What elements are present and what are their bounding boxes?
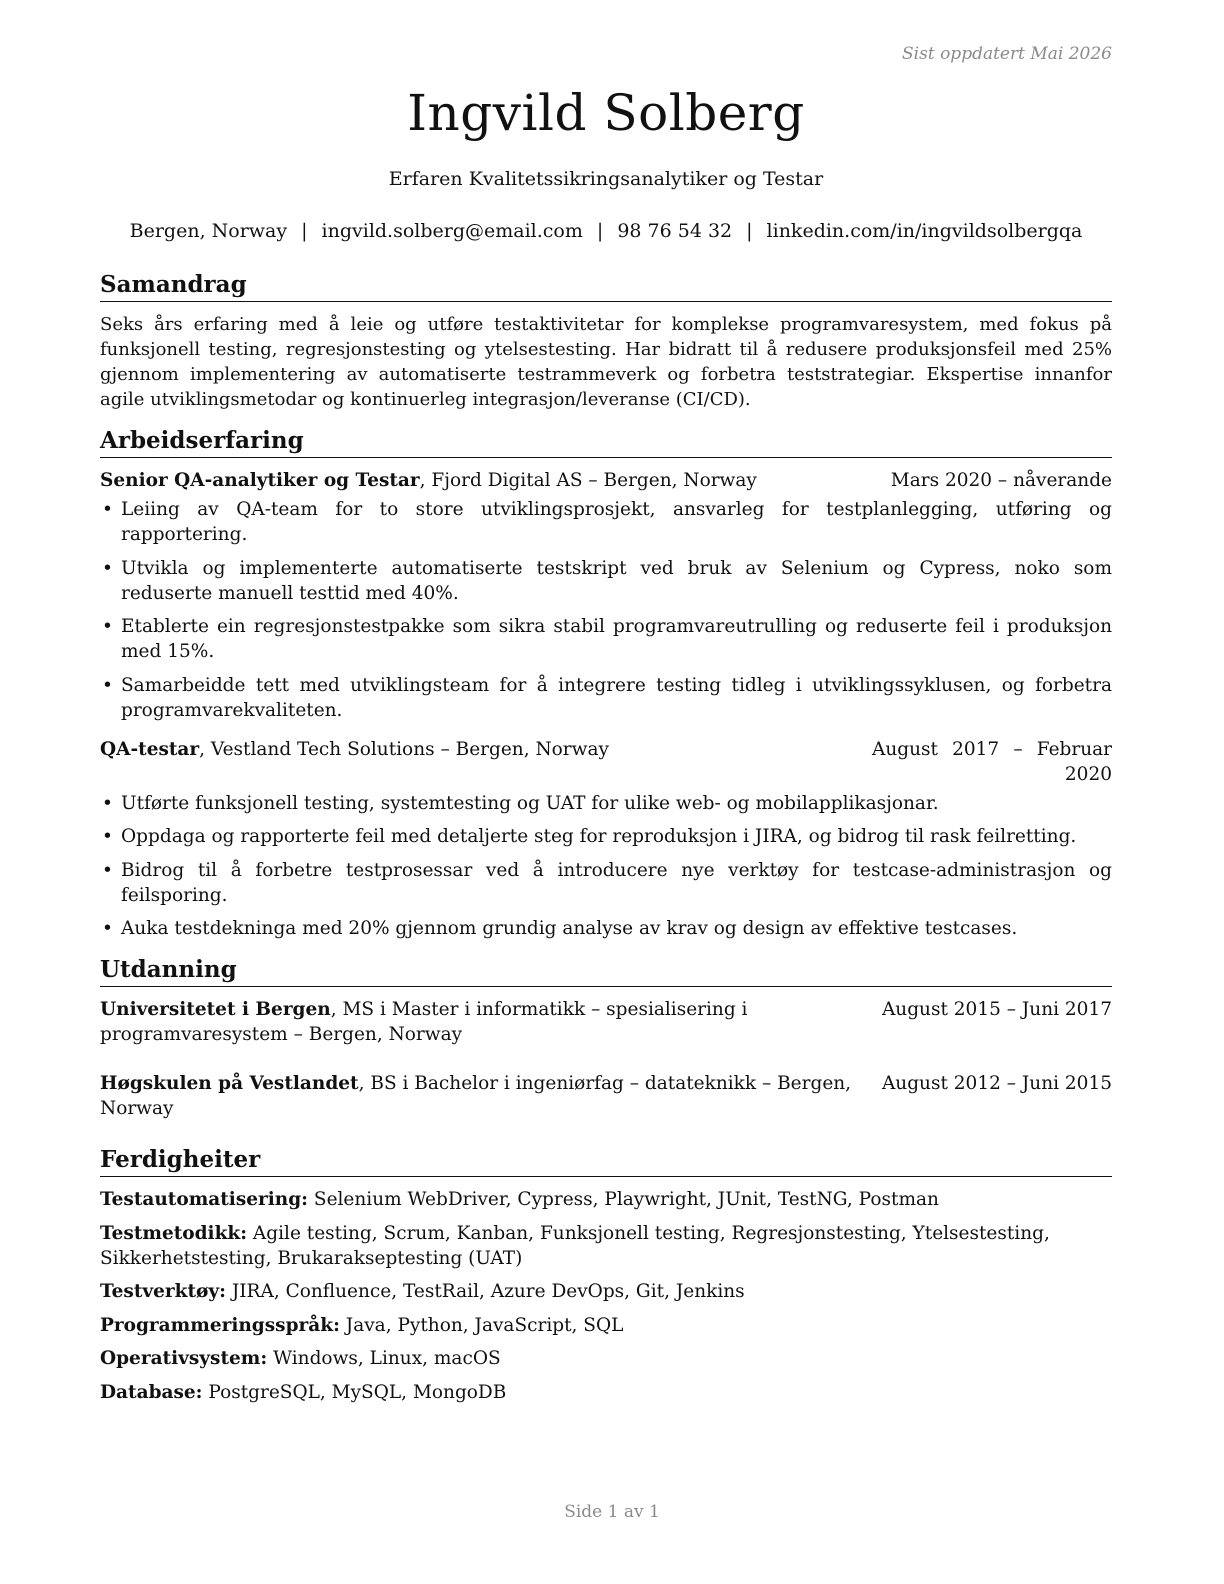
degree: , BS i Bachelor i ingeniørfag – datateknikk – Bergen, Norway	[100, 1073, 852, 1119]
job-entry	[100, 737, 1112, 942]
headline: Erfaren Kvalitetssikringsanalytiker og Testar	[388, 168, 824, 190]
skill-value: Agile testing, Scrum, Kanban, Funksjonell testing, Regresjonstesting, Ytelsestesting, Sikkerhetstesting, Brukarakseptesting (UAT)	[100, 1222, 1050, 1269]
school-name: Universitetet i Bergen	[100, 999, 331, 1020]
skill-label: Testmetodikk:	[100, 1222, 248, 1244]
list-item: • Utførte funksjonell testing, systemtesting og UAT for ulike web- og mobilapplikasjonar.	[100, 791, 1112, 816]
job-entry	[100, 468, 1112, 723]
education-entry	[100, 997, 1112, 1047]
skill-label: Testverktøy:	[100, 1281, 226, 1302]
contact-phone: 98 76 54 32	[617, 220, 733, 242]
section-title: Utdanning	[100, 955, 1112, 987]
skill-value: Selenium WebDriver, Cypress, Playwright, JUnit, TestNG, Postman	[308, 1189, 939, 1210]
contact-separator: |	[301, 220, 308, 242]
contact-separator: |	[596, 220, 604, 242]
list-item: • Leiing av QA-team for to store utviklingsprosjekt, ansvarleg for testplanlegging, utføring og rapportering.	[100, 497, 1112, 547]
section-title: Samandrag	[100, 270, 1112, 302]
skill-row	[100, 1279, 1112, 1304]
school-name: Høgskulen på Vestlandet	[100, 1073, 359, 1094]
section-title: Arbeidserfaring	[100, 426, 1112, 458]
section-title: Ferdigheiter	[100, 1145, 1112, 1177]
contact-line	[100, 220, 1112, 242]
job-header	[100, 737, 1112, 787]
experience-section	[100, 426, 1112, 941]
skill-row	[100, 1346, 1112, 1371]
degree: , MS i Master i informatikk – spesialisering i programvaresystem – Bergen, Norway	[100, 999, 748, 1045]
skill-value: PostgreSQL, MySQL, MongoDB	[202, 1381, 507, 1403]
skill-row	[100, 1221, 1112, 1271]
list-item: • Oppdaga og rapporterte feil med detaljerte steg for reproduksjon i JIRA, og bidrog til rask feilretting.	[100, 824, 1112, 849]
job-company: , Fjord Digital AS – Bergen, Norway	[419, 470, 757, 491]
person-name: Ingvild Solberg	[407, 84, 805, 142]
skill-label: Database:	[100, 1381, 203, 1403]
contact-linkedin[interactable]: linkedin.com/in/ingvildsolbergqa	[766, 220, 1083, 242]
contact-separator: |	[746, 220, 753, 242]
list-item: • Samarbeidde tett med utviklingsteam for å integrere testing tidleg i utviklingssyklusen, og forbetra programvarekvaliteten.	[100, 673, 1112, 723]
job-bullets	[100, 497, 1112, 723]
skill-label: Operativsystem:	[100, 1348, 268, 1369]
list-item: • Auka testdekninga med 20% gjennom grundig analyse av krav og design av effektive testcases.	[100, 916, 1112, 941]
list-item: • Utvikla og implementerte automatiserte testskript ved bruk av Selenium og Cypress, noko som reduserte manuell testtid med 40%.	[100, 556, 1112, 606]
resume-body	[100, 270, 1112, 1419]
summary-section	[100, 270, 1112, 412]
job-header	[100, 468, 1112, 493]
education-date: August 2012 – Juni 2015	[881, 1073, 1112, 1094]
contact-location: Bergen, Norway	[129, 220, 288, 242]
skill-row	[100, 1313, 1112, 1338]
skills-section	[100, 1145, 1112, 1405]
list-item: • Etablerte ein regresjonstestpakke som sikra stabil programvareutrulling og reduserte feil i produksjon med 15%.	[100, 614, 1112, 664]
skill-row	[100, 1187, 1112, 1212]
summary-text: Seks års erfaring med å leie og utføre testaktivitetar for komplekse programvaresystem, med fokus på funksjonell testing, regresjonstesting og ytelsestesting. Har bidratt til å redusere produksjonsfeil med 25% gjennom implementering av automatiserte testrammeverk og forbetra teststrategiar. Ekspertise innanfor agile utviklingsmetodar og kontinuerleg integrasjon/leveranse (CI/CD).	[100, 314, 1112, 410]
job-bullets	[100, 791, 1112, 942]
job-date: August 2017 – Februar 2020	[872, 738, 1112, 785]
skill-row	[100, 1380, 1112, 1405]
skill-label: Programmeringsspråk:	[100, 1314, 340, 1336]
page-number: Side 1 av 1	[564, 1502, 660, 1522]
skill-value: Java, Python, JavaScript, SQL	[339, 1314, 624, 1336]
job-role: Senior QA-analytiker og Testar	[100, 470, 420, 491]
job-role: QA-testar	[100, 738, 200, 760]
education-date: August 2015 – Juni 2017	[881, 999, 1112, 1020]
skill-value: Windows, Linux, macOS	[267, 1348, 501, 1369]
last-updated: Sist oppdatert Mai 2026	[902, 44, 1112, 64]
education-section	[100, 955, 1112, 1121]
education-entry	[100, 1071, 1112, 1121]
contact-email[interactable]: ingvild.solberg@email.com	[321, 220, 583, 242]
list-item: • Bidrog til å forbetre testprosessar ved å introducere nye verktøy for testcase-administrasjon og feilsporing.	[100, 858, 1112, 908]
skill-label: Testautomatisering:	[100, 1189, 309, 1210]
skill-value: JIRA, Confluence, TestRail, Azure DevOps, Git, Jenkins	[225, 1281, 745, 1302]
job-company: , Vestland Tech Solutions – Bergen, Norway	[199, 738, 609, 760]
job-date: Mars 2020 – nåverande	[890, 470, 1112, 491]
